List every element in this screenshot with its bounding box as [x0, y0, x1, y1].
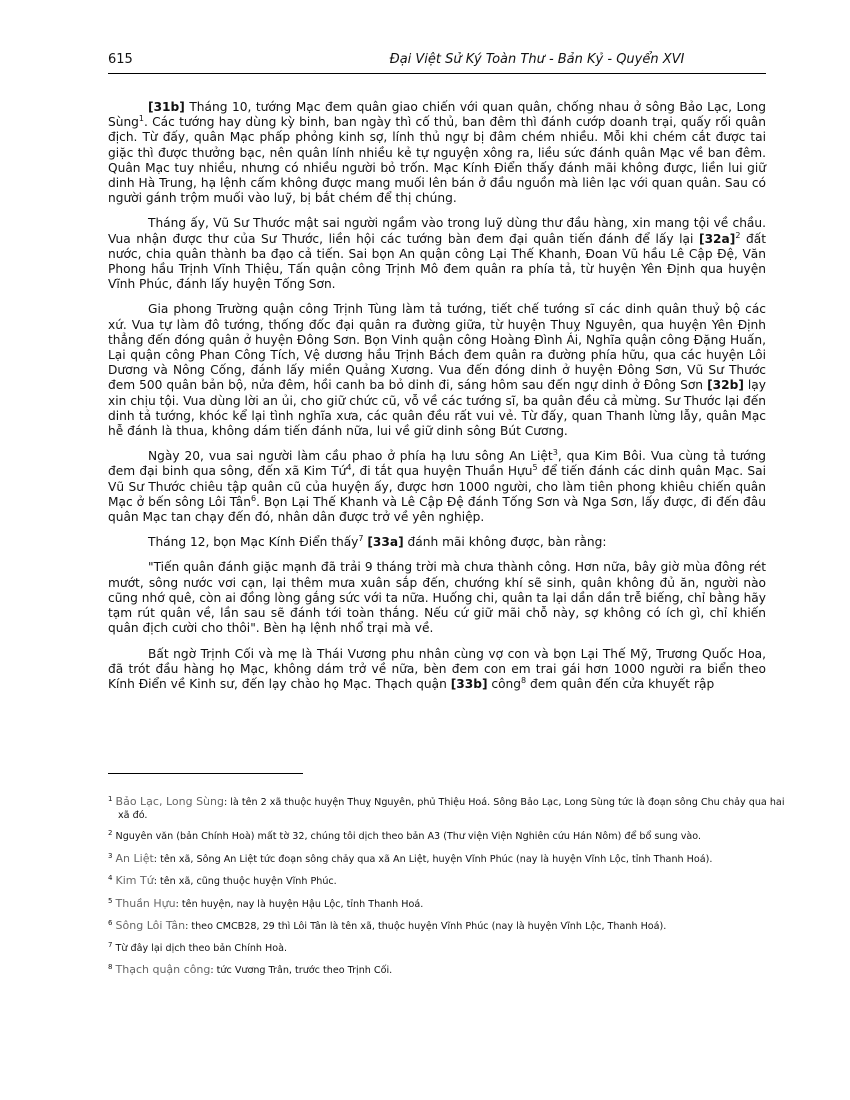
page-header: [108, 52, 766, 74]
text-run: Ngày 20, vua sai người làm cầu phao ở phía hạ lưu sông An Liệt: [148, 449, 553, 464]
footnote-term: Sông Lôi Tân: [115, 919, 186, 932]
text-run: để tiến đánh các dinh quân Mạc. Sai Vũ Sư Thước chiêu tập quân cũ của huyện ấy, được hơn 1000 người, cho làm tiên phong khiêu chiến quân Mạc ở bến sông Lôi Tân: [108, 464, 766, 509]
text-run: đất nước, chia quân thành ba đạo cả tiến. Sai bọn An quận công Lại Thế Khanh, Đoan Vũ hầu Lê Cập Đệ, Văn Phong hầu Trịnh Vĩnh Thiệu, Tấn quận công Trịnh Mô đem quân ra phía tả, từ huyện Yên Định qua huyện Vĩnh Phúc, đánh lấy huyện Tống Sơn.: [108, 231, 766, 292]
footnote-number: 6: [108, 918, 113, 927]
paragraph: [108, 100, 766, 206]
text-run: "Tiến quân đánh giặc mạnh đã trải 9 tháng trời mà chưa thành công. Hơn nữa, bây giờ mùa đông rét mướt, sông nước vơi cạn, lại thêm mưa xuân sắp đến, chướng khí sẽ sinh, quân không đủ ăn, người nào cũng nhớ quê, còn ai đồng lòng gắng sức với ta nữa. Huống chi, quân ta lại dần dần trễ biếng, chỉ bằng hãy tạm rút quân về, lần sau sẽ đánh tới toàn thắng. Nếu cứ giữ mãi chỗ này, sợ không có ích gì, chỉ khiến quân địch cười cho thôi". Bèn hạ lệnh nhổ trại mà về.: [108, 560, 766, 636]
text-run: đánh mãi không được, bàn rằng:: [403, 535, 607, 550]
footnotes: [108, 796, 788, 987]
footnote-text: Nguyên văn (bản Chính Hoà) mất tờ 32, chúng tôi dịch theo bản A3 (Thư viện Viện Nghiên cứu Hán Nôm) để bổ sung vào.: [115, 831, 702, 842]
folio-marker: [31b]: [148, 100, 185, 114]
text-run: Tháng 12, bọn Mạc Kính Điển thấy: [148, 535, 359, 550]
footnote-term: Thuần Hựu: [115, 896, 176, 910]
footnote-term: Kim Tứ: [115, 874, 154, 887]
footnote: [108, 964, 788, 978]
footnote-number: 4: [108, 873, 113, 882]
footnote-separator: [108, 773, 303, 774]
running-title: Đại Việt Sử Ký Toàn Thư - Bản Kỷ - Quyển XVI: [389, 52, 685, 67]
text-run: đem quân đến cửa khuyết rập: [526, 676, 715, 691]
footnote: [108, 875, 788, 889]
footnote: [108, 920, 788, 934]
footnote-text: : tức Vương Trân, trước theo Trịnh Cối.: [210, 965, 393, 976]
footnote-reference: 4: [346, 463, 352, 473]
footnote-number: 1: [108, 794, 113, 803]
footnote-number: 5: [108, 896, 113, 905]
paragraph: [108, 449, 766, 525]
footnote-text: : tên huyện, nay là huyện Hậu Lộc, tỉnh Thanh Hoá.: [175, 898, 424, 910]
paragraph: [108, 560, 766, 636]
paragraph: [108, 302, 766, 439]
footnote-reference: 2: [735, 230, 741, 240]
folio-marker: [32b]: [707, 378, 744, 393]
page-number: 615: [108, 52, 133, 67]
text-run: Tháng 10, tướng Mạc đem quân giao chiến với quan quân, chống nhau ở sông Bảo Lạc, Long Sùng: [108, 100, 766, 130]
footnote-reference: 8: [521, 675, 527, 685]
footnote-term: An Liệt: [115, 851, 154, 865]
paragraph: [108, 647, 766, 693]
footnote-text: : theo CMCB28, 29 thì Lôi Tân là tên xã, thuộc huyện Vĩnh Phúc (nay là huyện Vĩnh Lộc, Thanh Hoá).: [185, 921, 667, 932]
paragraph: [108, 535, 766, 550]
text-run: . Bọn Lại Thế Khanh và Lê Cập Đệ đánh Tống Sơn và Nga Sơn, lấy được, đi đến đâu quân Mạc tan chạy đến đó, nhân dân được trở về yên nghiệp.: [108, 494, 766, 525]
footnote-number: 2: [108, 828, 113, 837]
footnote-reference: 5: [532, 463, 538, 473]
folio-marker: [33a]: [367, 535, 404, 550]
text-run: Bất ngờ Trịnh Cối và mẹ là Thái Vương phu nhân cùng vợ con và bọn Lại Thế Mỹ, Trương Quốc Hoa, đã trót đầu hàng họ Mạc, không dám trở về nữa, bèn đem con em trai gái hơn 1000 người ra biển theo Kính Điển về Kinh sư, đến lạy chào họ Mạc. Thạch quận: [108, 646, 766, 691]
footnote: [108, 796, 788, 822]
footnote-term: Bảo Lạc, Long Sùng: [115, 795, 224, 808]
body-text: [108, 100, 766, 702]
footnote-number: 7: [108, 940, 113, 949]
footnote-text: Từ đây lại dịch theo bản Chính Hoà.: [115, 942, 288, 954]
footnote-text: : là tên 2 xã thuộc huyện Thuỵ Nguyên, phủ Thiệu Hoá. Sông Bảo Lạc, Long Sùng tức là đoạn sông Chu chảy qua hai xã đó.: [118, 797, 785, 821]
header-rule: [108, 73, 766, 74]
text-run: . Các tướng hay dùng kỳ binh, ban ngày thì cố thủ, ban đêm thì đánh cướp doanh trại, quấy rối quân địch. Từ đấy, quân Mạc phấp phỏng kinh sợ, lính thủ ngự bị đâm chém nhiều. Mỗi khi chém cắt được tai giặc thì được thưởng bạc, nên quân lính nhiều kẻ tự nguyện xông ra, liều sức đánh quân Mạc về ban đêm. Quân Mạc tuy nhiều, nhưng có nhiều người bỏ trốn. Mạc Kính Điển thấy đánh mãi không được, liền lui giữ dinh Hà Trung, hạ lệnh cấm không được mang muối lên bán ở đầu nguồn mà liên lạc với quan quân. Sau có người gánh trộm muối vào luỹ, bị bắt chém để thị chúng.: [108, 115, 766, 206]
footnote-reference: 3: [552, 448, 558, 458]
text-run: Tháng ấy, Vũ Sư Thước mật sai người ngầm vào trong luỹ dùng thư đầu hàng, xin mang tội về chầu. Vua nhận được thư của Sư Thước, liền hội các tướng bàn đem đại quân tiến đánh để lấy lại: [108, 216, 766, 246]
text-run: , qua Kim Bôi. Vua cùng tả tướng đem đại binh qua sông, đến xã Kim Tứ: [108, 449, 766, 479]
footnote: [108, 853, 788, 867]
footnote-term: Thạch quận công: [115, 963, 211, 976]
folio-marker: [32a]: [699, 231, 736, 246]
footnote-number: 8: [108, 962, 113, 971]
footnote-reference: 1: [138, 114, 145, 124]
text-run: Gia phong Trường quận công Trịnh Tùng làm tả tướng, tiết chế tướng sĩ các dinh quân thuỷ bộ các xứ. Vua tự làm đô tướng, thống đốc đại quân ra đường giữa, từ huyện Thuỵ Nguyên, qua huyện Yên Định thẳng đến đóng quân ở huyện Đông Sơn. Bọn Vinh quận công Hoàng Đình Ái, Nghĩa quận công Đặng Huấn, Lại quận công Phan Công Tích, Vệ dương hầu Trịnh Bách đem quân ra đường phía hữu, qua các huyện Lôi Dương và Nông Cống, đánh lấy miền Quảng Xương. Vua đến đóng dinh ở huyện Đông Sơn, Vũ Sư Thước đem 500 quân bản bộ, nửa đêm, hồi canh ba bỏ dinh đi, sáng hôm sau đến ngự dinh ở Đông Sơn: [108, 302, 766, 393]
footnote-text: : tên xã, Sông An Liệt tức đoạn sông chảy qua xã An Liệt, huyện Vĩnh Phúc (nay là huyện Vĩnh Lộc, tỉnh Thanh Hoá).: [153, 853, 713, 865]
footnote: [108, 940, 788, 956]
paragraph: [108, 216, 766, 292]
footnote: [108, 898, 788, 912]
footnote-text: : tên xã, cũng thuộc huyện Vĩnh Phúc.: [153, 876, 337, 887]
footnote-number: 3: [108, 851, 113, 860]
text-run: , đi tắt qua huyện Thuần Hựu: [351, 464, 533, 479]
text-run: công: [487, 676, 522, 691]
folio-marker: [33b]: [450, 676, 488, 691]
footnote-reference: 6: [250, 493, 257, 503]
text-run: lạy xin chịu tội. Vua dùng lời an ủi, cho giữ chức cũ, vỗ về các tướng sĩ, ba quân đều cả mừng. Sư Thước lại đến dinh tả tướng, khóc kể lại tình nghĩa xưa, các quân đều rất vui vẻ. Từ đấy, quan Thanh lừng lẫy, quân Mạc hễ đánh là thua, không dám tiến đánh nữa, lui về giữ dinh sông Bút Cương.: [108, 378, 766, 439]
footnote: [108, 828, 788, 844]
footnote-reference: 7: [358, 534, 364, 544]
